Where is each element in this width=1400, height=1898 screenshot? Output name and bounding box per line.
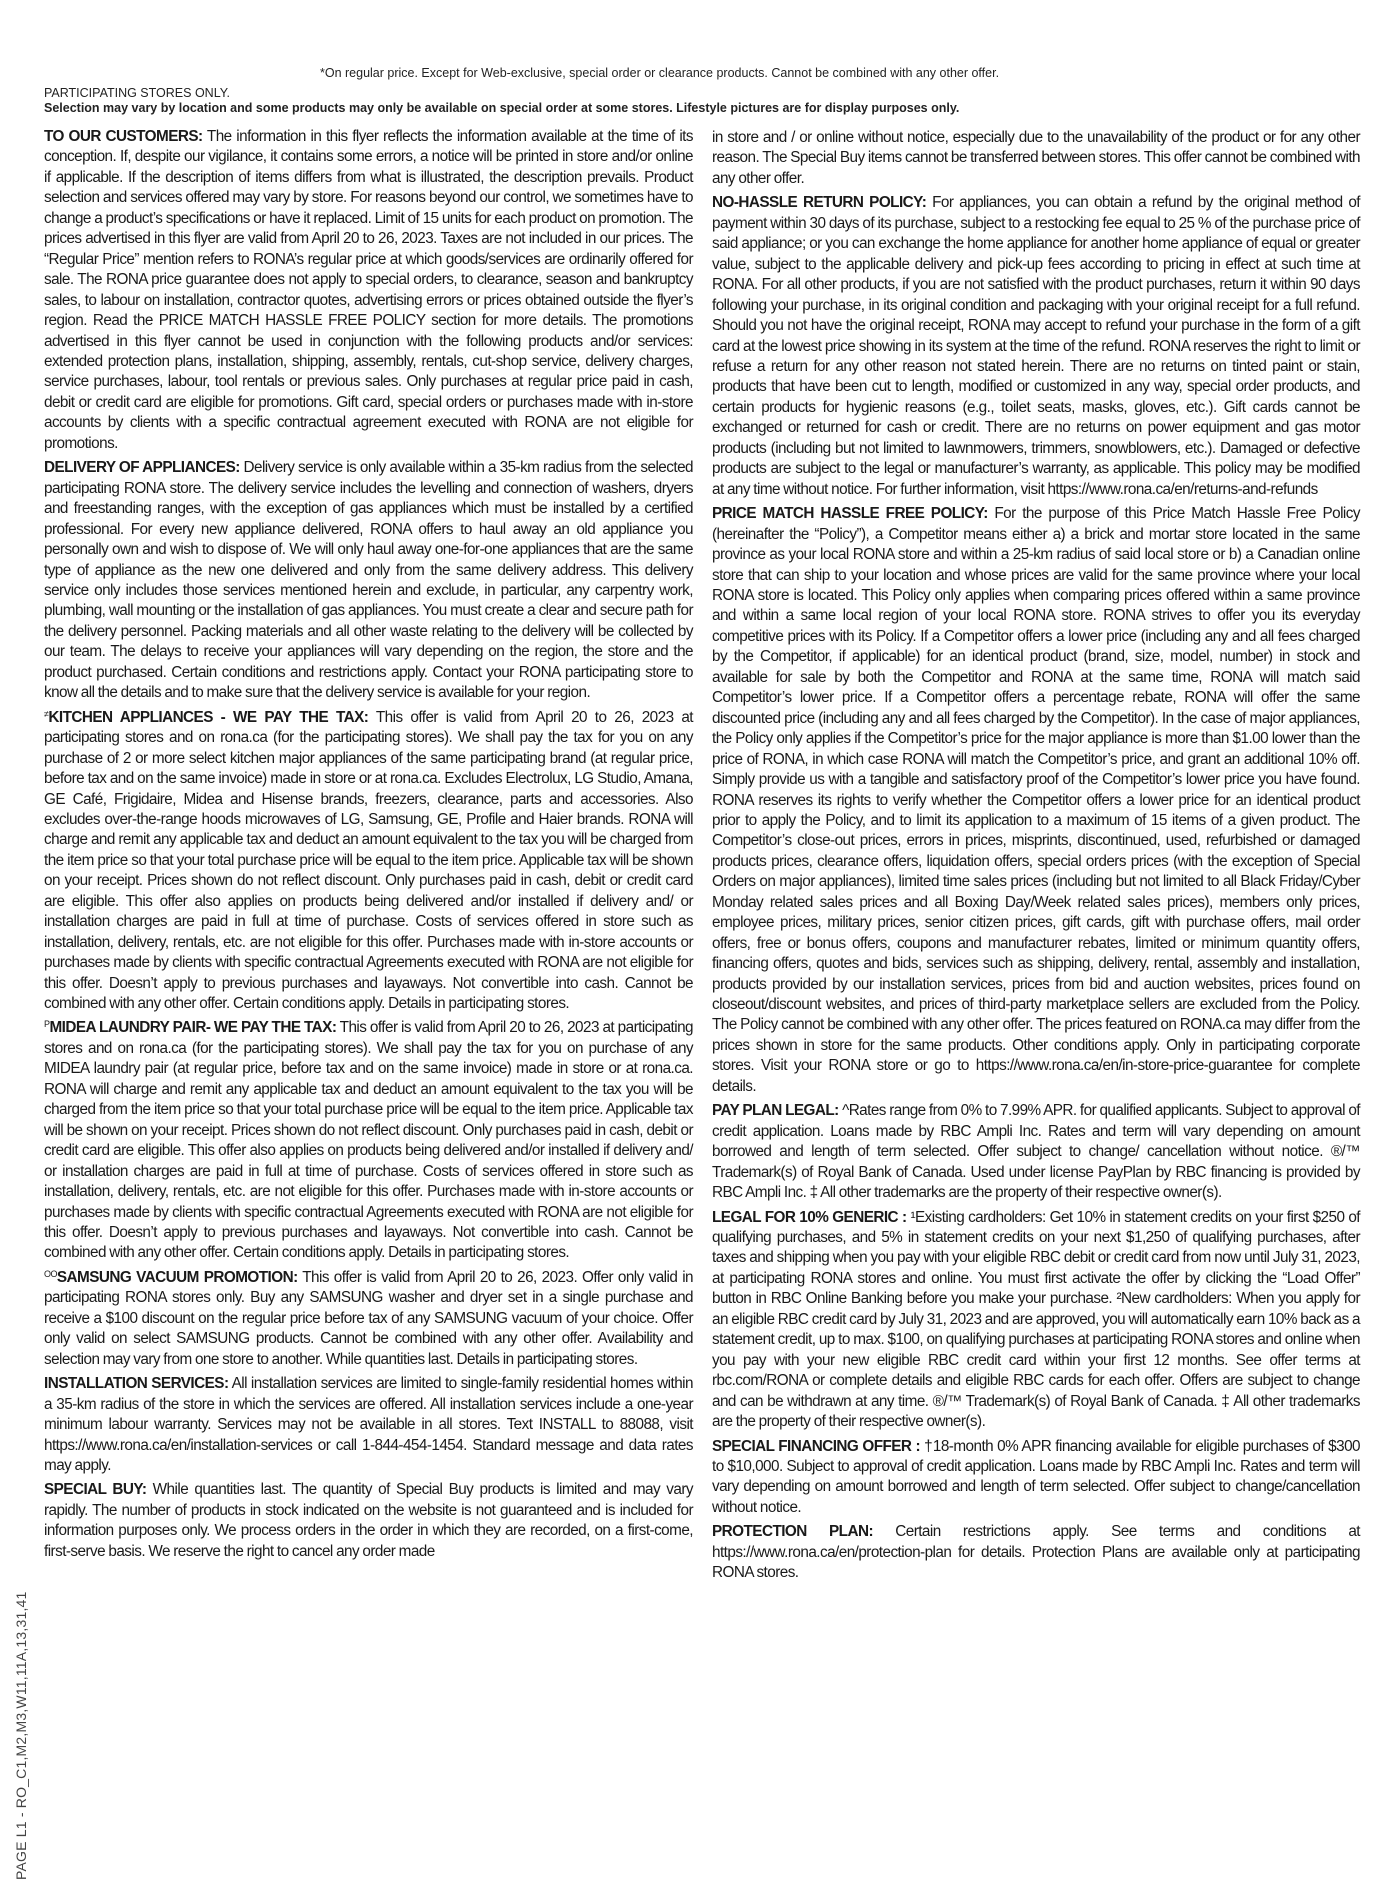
section-heading: MIDEA LAUNDRY PAIR- WE PAY THE TAX: <box>49 1019 337 1037</box>
section-body: The information in this flyer reflects the information available at the time of its conception. If, despite our vigilance, it contains some errors, a notice will be printed in store and/or online if applicable. If the description of items differs from what is illustrated, the description prevails. Product selection and services offered may vary by store. For reasons beyond our control, we sometimes have to change a product’s specifications or have it replaced. Limit of 15 units for each product on promotion. The prices advertised in this flyer are valid from April 20 to 26, 2023. Taxes are not included in our prices. The “Regular Price” mention refers to RONA’s regular price at which goods/services are ordinarily offered for sale. The RONA price guarantee does not apply to special orders, to clearance, season and bankruptcy sales, to labour on installation, contractor quotes, advertising errors or prices obtained outside the flyer’s region. Read the PRICE MATCH HASSLE FREE POLICY section for more details. The promotions advertised in this flyer cannot be used in conjunction with the following products and/or services: extended protection plans, installation, shipping, assembly, rentals, cut-shop service, delivery charges, service purchases, labour, tool rentals or previous sales. Only purchases at regular price paid in cash, debit or credit card are eligible for promotions. Gift card, special orders or purchases made with in-store accounts by clients with a specific contractual agreement executed with RONA are not eligible for promotions. <box>44 128 693 452</box>
section-body: For the purpose of this Price Match Hassle Free Policy (hereinafter the “Policy”), a Competitor means either a) a brick and mortar store located in the same province as your local RONA store and within a 25-km radius of said local store or b) a Canadian online store that can ship to your location and whose prices are valid for the same province where your local RONA store is located. This Policy only applies when comparing prices offered within a same province and within a same local region of your local RONA store. RONA strives to offer you its everyday competitive prices with its Policy. If a Competitor offers a lower price (including any and all fees charged by the Competitor, if applicable) for an identical product (brand, size, model, number) in stock and available for sale by both the Competitor and RONA at the same time, RONA will match said Competitor’s lower price. If a Competitor offers a percentage rebate, RONA will offer the same discounted price (including any and all fees charged by the Competitor). In the case of major appliances, the Policy only applies if the Competitor’s price for the major appliance is more than $1.00 lower than the price of RONA, in which case RONA will match the Competitor’s price, and grant an additional 10% off. Simply provide us with a tangible and satisfactory proof of the Competitor’s lower price you have found. RONA reserves its rights to verify whether the Competitor offers a lower price for an identical product prior to apply the Policy, and to limit its application to a maximum of 15 items of a given product. The Competitor’s close-out prices, errors in prices, misprints, discontinued, used, refurbished or damaged products prices, clearance offers, liquidation offers, special orders prices (with the exception of Special Orders on major appliances), limited time sales prices (including but not limited to all Black Friday/Cyber Monday related sales prices and all Boxing Day/Week related sales prices), members only prices, employee prices, military prices, senior citizen prices, gift cards, gift with purchase offers, mail order offers, free or bonus offers, coupons and manufacturer rebates, limited or minimum quantity offers, financing offers, quotes and bids, services such as shipping, delivery, rental, assembly and installation, products provided by our installation services, prices from bid and auction websites, prices found on closeout/discount websites, and prices of third-party marketplace sellers are excluded from the Policy. The Policy cannot be combined with any other offer. The prices featured on RONA.ca may differ from the prices shown in store for the same products. Other conditions apply. Only in participating corporate stores. Visit your RONA store or go to https://www.rona.ca/en/in-store-price-guarantee for complete details. <box>712 505 1360 1095</box>
selection-disclaimer: Selection may vary by location and some products may only be available on special order at some stores. Lifestyle pictures are for display purposes only. <box>44 101 960 115</box>
page-code: PAGE L1 - RO_C1,M2,M3,W11,11A,13,31,41 <box>13 1591 29 1880</box>
section-heading: PAY PLAN LEGAL: <box>712 1102 839 1120</box>
section-heading: PROTECTION PLAN: <box>712 1523 873 1541</box>
section-heading: NO-HASSLE RETURN POLICY: <box>712 194 927 212</box>
section-body: While quantities last. The quantity of Special Buy products is limited and may vary rapidly. The number of products in stock indicated on the website is not guaranteed and is included for information purposes only. We process orders in the order in which they are recorded, on a first-come, first-serve basis. We reserve the right to cancel any order made <box>44 1481 693 1560</box>
section-heading: LEGAL FOR 10% GENERIC : <box>712 1208 907 1226</box>
legal-section-customers <box>44 127 693 454</box>
participating-stores-notice <box>44 86 1344 116</box>
section-body: in store and / or online without notice, especially due to the unavailability of the product or for any other reason. The Special Buy items cannot be transferred between stores. This offer cannot be combined with any other offer. <box>712 129 1360 187</box>
section-body: ^Rates range from 0% to 7.99% APR. for qualified applicants. Subject to approval of credit application. Loans made by RBC Ampli Inc. Rates and term will vary depending on amount borrowed and length of term selected. Offer subject to change/ cancellation without notice. ®/™ Trademark(s) of Royal Bank of Canada. Used under license PayPlan by RBC financing is provided by RBC Ampli Inc. ‡ All other trademarks are the property of their respective owner(s). <box>712 1102 1360 1202</box>
legal-section-installation <box>44 1374 693 1476</box>
section-body: All installation services are limited to single-family residential homes within a 35-km radius of the store in which the services are offered. All installation services include a one-year minimum labour warranty. Services may not be available in all stores. Text INSTALL to 88088, visit https://www.rona.ca/en/installation-services or call 1-844-454-1454. Standard message and data rates may apply. <box>44 1375 693 1474</box>
legal-section-special-buy <box>44 1480 693 1562</box>
participating-stores-heading: PARTICIPATING STORES ONLY. <box>44 86 230 100</box>
section-heading: SPECIAL BUY: <box>44 1481 147 1499</box>
section-body: Delivery service is only available within a 35-km radius from the selected participating RONA store. The delivery service includes the levelling and connection of washers, dryers and freestanding ranges, with the exception of gas appliances which must be installed by a certified professional. For every new appliance delivered, RONA offers to haul away an old appliance you personally own and wish to dispose of. We will only haul away one-for-one appliances that are the same type of appliance as the new one delivered and only from the same delivery address. This delivery service only includes those services mentioned herein and exclude, in particular, any carpentry work, plumbing, wall mounting or the installation of gas appliances. You must create a clear and secure path for the delivery personnel. Packing materials and all other waste relating to the delivery will be collected by our team. The delays to receive your appliances will vary depending on the region, the store and the product purchased. Certain conditions and restrictions apply. Contact your RONA participating store to know all the details and to make sure that the delivery service is available for your region. <box>44 459 693 702</box>
section-body: This offer is valid from April 20 to 26, 2023 at participating stores and on rona.ca (for the participating stores). We shall pay the tax for you on purchase of any MIDEA laundry pair (at regular price, before tax and on the same invoice) made in store or at rona.ca. RONA will charge and remit any applicable tax and deduct an amount equivalent to the tax you will be charged from the item price so that your total purchase price will be equal to the item price. Applicable tax will be shown on your receipt. Prices shown do not reflect discount. Only purchases paid in cash, debit or credit card are eligible. This offer also applies on products being delivered and/or installed if delivery and/ or installation charges are paid in full at time of purchase. Costs of services offered in store such as installation, delivery, rentals, etc. are not eligible for this offer. Purchases made with in-store accounts or purchases made by clients with specific contractual Agreements executed with RONA are not eligible for this offer. Doesn’t apply to previous purchases and layaways. Not convertible into cash. Cannot be combined with any other offer. Certain conditions apply. Details in participating stores. <box>44 1019 694 1262</box>
section-body: This offer is valid from April 20 to 26, 2023 at participating stores and on rona.ca (for the participating stores). We shall pay the tax for you on any purchase of 2 or more select kitchen major appliances of the same participating brand (at regular price, before tax and on the same invoice) made in store or at rona.ca. Excludes Electrolux, LG Studio, Amana, GE Café, Frigidaire, Midea and Hisense brands, freezers, clearance, parts and accessories. Also excludes over-the-range hoods microwaves of LG, Samsung, GE, Profile and Haier brands. RONA will charge and remit any applicable tax and deduct an amount equivalent to the tax you will be charged from the item price so that your total purchase price will be equal to the item price. Applicable tax will be shown on your receipt. Prices shown do not reflect discount. Only purchases paid in cash, debit or credit card are eligible. This offer also applies on products being delivered and/or installed if delivery and/ or installation charges are paid in full at time of purchase. Costs of services offered in store such as installation, delivery, rentals, etc. are not eligible for this offer. Purchases made with in-store accounts or purchases made by clients with specific contractual Agreements executed with RONA are not eligible for this offer. Doesn’t apply to previous purchases and layaways. Not convertible into cash. Cannot be combined with any other offer. Certain conditions apply. Details in participating stores. <box>44 708 694 1013</box>
legal-section-midea <box>44 1018 693 1263</box>
section-body: Certain restrictions apply. See terms and conditions at https://www.rona.ca/en/protection-plan for details. Protection Plans are available only at participating RONA stores. <box>712 1523 1360 1582</box>
legal-section-special-buy-cont <box>712 128 1360 189</box>
legal-section-financing <box>712 1437 1360 1519</box>
section-heading: SPECIAL FINANCING OFFER : <box>712 1437 921 1455</box>
legal-section-legal10 <box>712 1208 1360 1433</box>
section-body: This offer is valid from April 20 to 26, 2023. Offer only valid in participating RONA stores only. Buy any SAMSUNG washer and dryer set in a single purchase and receive a $100 discount on the regular price before tax of any SAMSUNG vacuum of your choice. Offer only valid on select SAMSUNG products. Cannot be combined with any other offer. Availability and selection may vary from one store to another. While quantities last. Details in participating stores. <box>44 1268 694 1368</box>
legal-section-protection <box>712 1522 1360 1583</box>
legal-section-kitchen <box>44 708 693 1015</box>
section-heading: TO OUR CUSTOMERS: <box>44 128 203 145</box>
section-body: For appliances, you can obtain a refund by the original method of payment within 30 days of its purchase, subject to a restocking fee equal to 25 % of the purchase price of said appliance; or you can exchange the home appliance for another home appliance of equal or greater value, subject to the applicable delivery and pick-up fees according to pricing in effect at such time at RONA. For all other products, if you are not satisfied with the product purchases, return it within 90 days following your purchase, in its original condition and packaging with your original receipt for a full refund. Should you not have the original receipt, RONA may accept to refund your purchase in the form of a gift card at the lowest price showing in its system at the time of the refund. RONA reserves the right to limit or refuse a return for any other reason not stated herein. There are no returns on tinted paint or stain, products that have been cut to length, modified or customized in any way, special order products, and certain products for hygienic reasons (e.g., toilet seats, masks, gloves, etc.). Gift cards cannot be exchanged or returned for cash or credit. There are no returns on power equipment and gas motor products (including but not limited to lawnmowers, trimmers, snowblowers, etc.). Damaged or defective products are subject to the legal or manufacturer’s warranty, as applicable. This policy may be modified at any time without notice. For further information, visit https://www.rona.ca/en/returns-and-refunds <box>712 194 1360 498</box>
legal-section-return <box>712 193 1360 500</box>
right-legal-column <box>712 128 1360 1588</box>
section-body: ¹Existing cardholders: Get 10% in statement credits on your first $250 of qualifying purchases, and 5% in statement credits on your next $1,250 of qualifying purchases, after taxes and shipping when you pay with your eligible RBC debit or credit card from now until July 31, 2023, at participating RONA stores and online. You must first activate the offer by clicking the “Load Offer” button in RBC Online Banking before you make your purchase. ²New cardholders: When you apply for an eligible RBC credit card by July 31, 2023 and are approved, you will automatically earn 10% back as a statement credit, up to max. $100, on qualifying purchases at participating RONA stores and online when you pay with your new eligible RBC credit card within your first 12 months. See offer terms at rbc.com/RONA or complete details and eligible RBC cards for each offer. Offers are subject to change and can be withdrawn at any time. ®/™ Trademark(s) of Royal Bank of Canada. ‡ All other trademarks are the property of their respective owner(s). <box>712 1208 1360 1431</box>
section-marker: ≠ <box>44 708 49 719</box>
section-heading: INSTALLATION SERVICES: <box>44 1375 229 1393</box>
section-marker: OO <box>44 1268 57 1279</box>
legal-section-payplan <box>712 1101 1360 1203</box>
section-heading: SAMSUNG VACUUM PROMOTION: <box>56 1268 298 1286</box>
section-body: †18-month 0% APR financing available for eligible purchases of $300 to $10,000. Subject to approval of credit application. Loans made by RBC Ampli Inc. Rates and term will vary depending on amount borrowed and length of term selected. Offer subject to change/cancellation without notice. <box>712 1437 1360 1516</box>
legal-section-price-match <box>712 504 1360 1097</box>
section-heading: PRICE MATCH HASSLE FREE POLICY: <box>712 505 988 523</box>
section-heading: DELIVERY OF APPLIANCES: <box>44 459 240 477</box>
section-marker: P <box>44 1019 50 1030</box>
legal-section-samsung <box>44 1268 693 1370</box>
left-legal-column <box>44 127 693 1566</box>
regular-price-footnote: *On regular price. Except for Web-exclusive, special order or clearance products. Cannot be combined with any other offer. <box>320 66 1000 80</box>
section-heading: KITCHEN APPLIANCES - WE PAY THE TAX: <box>48 708 369 726</box>
legal-section-delivery <box>44 458 693 703</box>
